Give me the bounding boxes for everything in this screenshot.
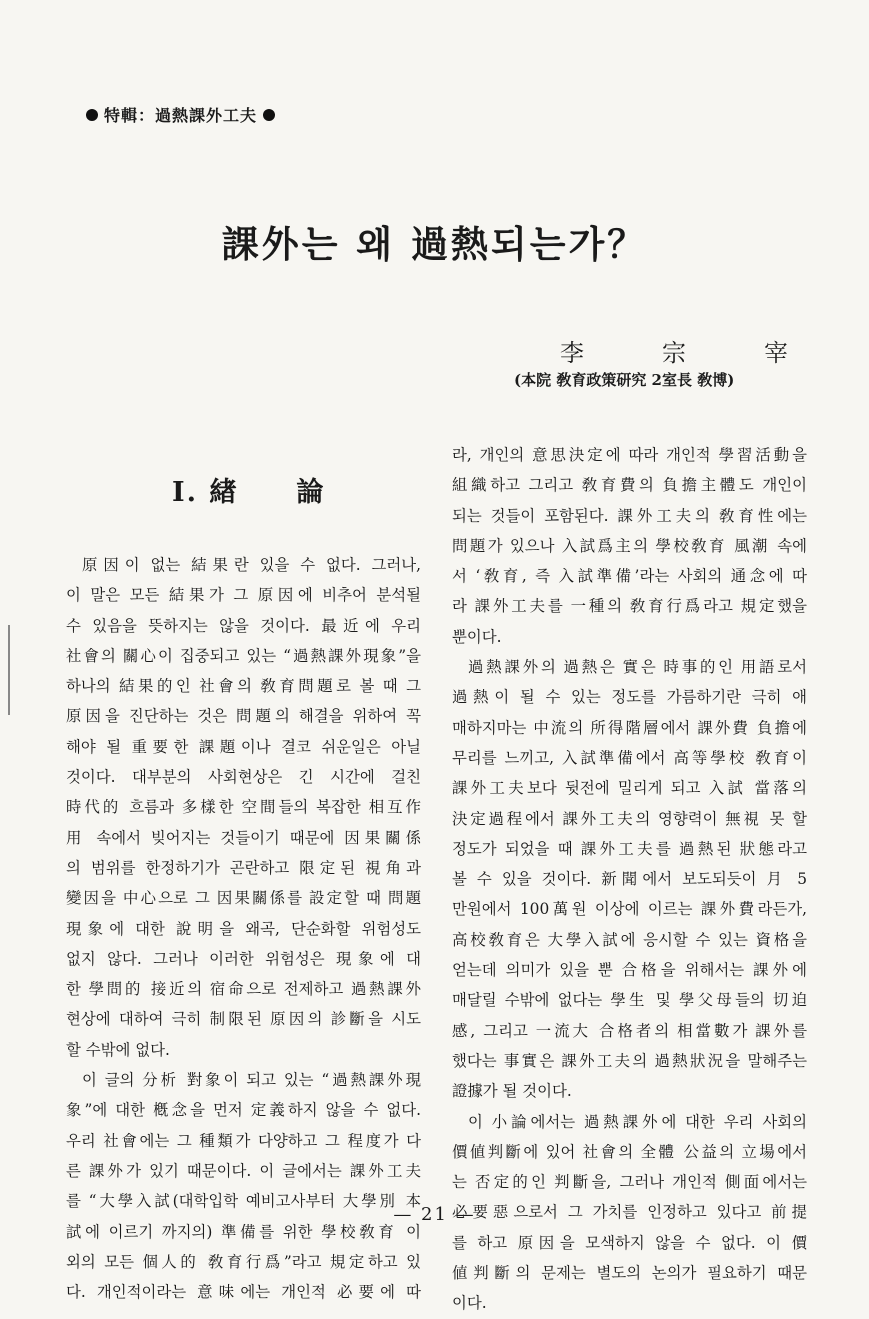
bullet-right-icon bbox=[263, 109, 275, 121]
text-line: 이 말은 모든 結果가 그 原因에 비추어 분석될 bbox=[66, 586, 421, 605]
text-line: 를 “大學入試(대학입학 예비고사부터 大學別 本 bbox=[66, 1192, 421, 1211]
text-line: 매달릴 수밖에 없다는 學生 및 學父母들의 切迫 bbox=[452, 991, 807, 1010]
text-line: 이다. bbox=[452, 1294, 487, 1313]
text-line: 정도가 되었을 때 課外工夫를 過熱된 狀態라고 bbox=[452, 839, 807, 858]
text-line: 値判斷의 문제는 별도의 논의가 필요하기 때문 bbox=[452, 1264, 807, 1283]
text-line: 만원에서 100萬원 이상에 이르는 課外費라든가, bbox=[452, 900, 807, 919]
scan-margin-mark bbox=[8, 625, 10, 715]
text-line: 原因이 없는 結果란 있을 수 없다. 그러나, bbox=[82, 556, 421, 574]
text-line: 할 수밖에 없다. bbox=[66, 1040, 170, 1059]
text-line: 의 범위를 한정하기가 곤란하고 限定된 視角과 bbox=[66, 858, 421, 877]
text-line: 라 課外工夫를 一種의 敎育行爲라고 規定했을 bbox=[452, 597, 807, 616]
text-line: 時代的 흐름과 多樣한 空間들의 복잡한 相互作 bbox=[66, 798, 421, 817]
text-line: 象”에 대한 槪念을 먼저 定義하지 않을 수 없다. bbox=[66, 1101, 421, 1120]
text-line: 用 속에서 빚어지는 것들이기 때문에 因果關係 bbox=[66, 828, 421, 847]
text-line: 原因을 진단하는 것은 問題의 해결을 위하여 꼭 bbox=[66, 707, 421, 726]
text-line: 問題가 있으나 入試爲主의 學校敎育 風潮 속에 bbox=[452, 536, 807, 555]
text-line: 高校敎育은 大學入試에 응시할 수 있는 資格을 bbox=[452, 930, 807, 949]
text-line: 價値判斷에 있어 社會의 全體 公益의 立場에서 bbox=[452, 1142, 807, 1161]
page-number: — 21 — bbox=[393, 1204, 476, 1225]
text-line: 했다는 事實은 課外工夫의 過熱狀況을 말해주는 bbox=[452, 1051, 807, 1070]
text-line: 외의 모든 個人的 敎育行爲”라고 規定하고 있 bbox=[66, 1252, 421, 1271]
text-line: 이 글의 分析 對象이 되고 있는 “過熱課外現 bbox=[82, 1071, 421, 1090]
text-line: 무리를 느끼고, 入試準備에서 高等學校 敎育이 bbox=[452, 748, 807, 767]
right-column bbox=[452, 440, 807, 1319]
text-line: 試에 이르기 까지의) 準備를 위한 學校敎育 이 bbox=[66, 1222, 421, 1241]
text-line: 이 小論에서는 過熱課外에 대한 우리 사회의 bbox=[468, 1112, 807, 1131]
text-line: 變因을 中心으로 그 因果關係를 設定할 때 問題 bbox=[66, 889, 421, 908]
text-line: 現象에 대한 說明을 왜곡, 단순화할 위험성도 bbox=[66, 919, 421, 938]
text-line: 感, 그리고 一流大 合格者의 相當數가 課外를 bbox=[452, 1021, 807, 1040]
author-name bbox=[560, 333, 790, 368]
text-line: 하나의 結果的인 社會의 敎育問題로 볼 때 그 bbox=[66, 677, 421, 696]
special-feature-tag bbox=[86, 103, 275, 126]
text-line: 되는 것들이 포함된다. 課外工夫의 敎育性에는 bbox=[452, 506, 807, 525]
text-line: 組織하고 그리고 敎育費의 負擔主體도 개인이 bbox=[452, 476, 807, 495]
author-name-char: 宰 bbox=[764, 339, 790, 367]
author-name-char: 李 bbox=[560, 339, 586, 367]
text-line: 현상에 대하여 극히 制限된 原因의 診斷을 시도 bbox=[66, 1010, 421, 1029]
text-line: 過熱이 될 수 있는 정도를 가름하기란 극히 애 bbox=[452, 688, 807, 707]
text-line: 해야 될 重要한 課題이나 결코 쉬운일은 아닐 bbox=[66, 737, 421, 756]
section-heading: I. 緖 論 bbox=[172, 477, 326, 508]
text-line: 를 하고 原因을 모색하지 않을 수 없다. 이 價 bbox=[452, 1233, 807, 1252]
text-line: 必要惡으로서 그 가치를 인정하고 있다고 前提 bbox=[452, 1203, 807, 1222]
text-line: 決定過程에서 課外工夫의 영향력이 無視 못 할 bbox=[452, 809, 807, 828]
text-line: 社會의 關心이 집중되고 있는 “過熱課外現象”을 bbox=[66, 646, 421, 665]
bullet-left-icon bbox=[86, 109, 98, 121]
text-line: 課外工夫보다 뒷전에 밀리게 되고 入試 當落의 bbox=[452, 779, 807, 798]
text-line: 한 學問的 接近의 宿命으로 전제하고 過熱課外 bbox=[66, 980, 421, 999]
text-line: 얻는데 의미가 있을 뿐 合格을 위해서는 課外에 bbox=[452, 961, 807, 980]
text-line: 는 否定的인 判斷을, 그러나 개인적 側面에서는 bbox=[452, 1173, 807, 1192]
text-line: 證據가 될 것이다. bbox=[452, 1082, 572, 1101]
text-line: 것이다. 대부분의 사회현상은 긴 시간에 걸친 bbox=[66, 768, 421, 787]
special-feature-label: 特輯：過熱課外工夫 bbox=[104, 106, 258, 125]
author-name-char: 宗 bbox=[662, 339, 688, 367]
author-affiliation: (本院 敎育政策研究 2室長 敎博) bbox=[514, 371, 735, 389]
article-title: 課外는 왜 過熱되는가？ bbox=[221, 222, 648, 266]
text-line: 過熱課外의 過熱은 實은 時事的인 用語로서 bbox=[468, 658, 807, 677]
left-column bbox=[66, 550, 421, 1307]
text-line: 서 ‘敎育, 즉 入試準備’라는 사회의 通念에 따 bbox=[452, 567, 807, 586]
text-line: 우리 社會에는 그 種類가 다양하고 그 程度가 다 bbox=[66, 1131, 421, 1150]
text-line: 매하지마는 中流의 所得階層에서 課外費 負擔에 bbox=[452, 718, 807, 737]
text-line: 볼 수 있을 것이다. 新聞에서 보도되듯이 月 5 bbox=[452, 870, 807, 889]
text-line: 없지 않다. 그러나 이러한 위험성은 現象에 대 bbox=[66, 949, 421, 968]
text-line: 뿐이다. bbox=[452, 627, 502, 646]
text-line: 수 있음을 뜻하지는 않을 것이다. 最近에 우리 bbox=[66, 616, 421, 635]
text-line: 라, 개인의 意思決定에 따라 개인적 學習活動을 bbox=[452, 446, 807, 464]
text-line: 른 課外가 있기 때문이다. 이 글에서는 課外工夫 bbox=[66, 1161, 421, 1180]
text-line: 다. 개인적이라는 意味에는 개인적 必要에 따 bbox=[66, 1283, 421, 1302]
